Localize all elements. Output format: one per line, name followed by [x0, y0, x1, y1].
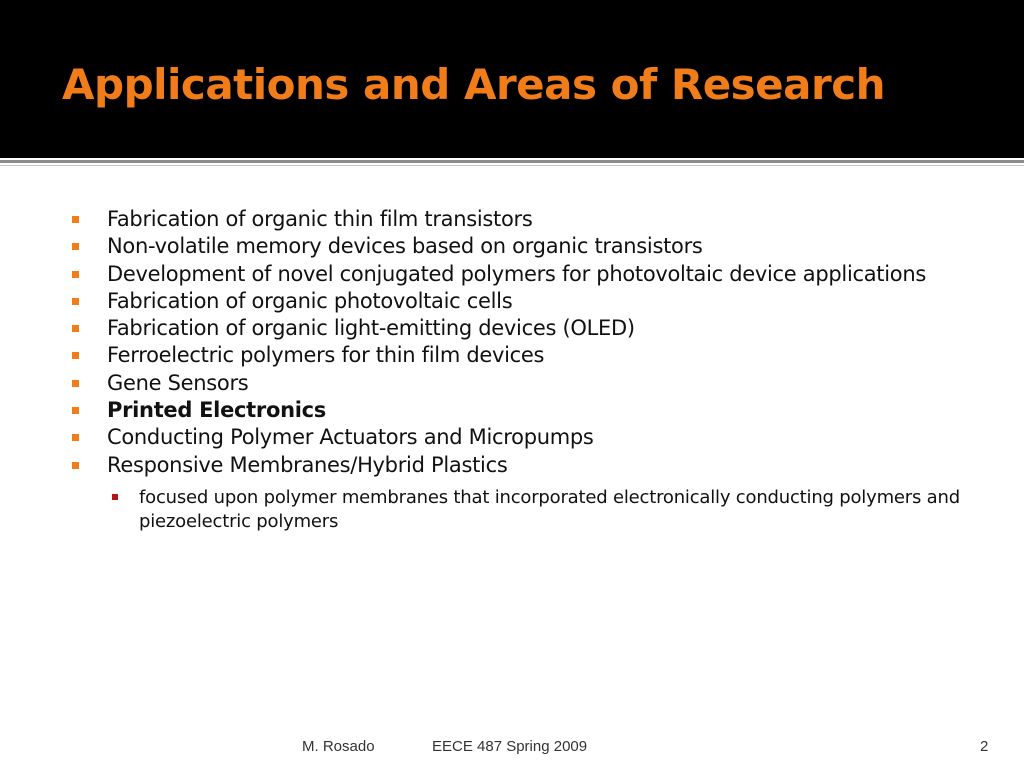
square-bullet-icon: [72, 325, 79, 332]
bullet-text: Development of novel conjugated polymers for photovoltaic device applications: [107, 261, 926, 286]
square-bullet-icon: [72, 243, 79, 250]
bullet-item: [72, 288, 972, 315]
bullet-item: [72, 424, 972, 451]
bullet-item: [72, 261, 972, 288]
bullet-text: Printed Electronics: [107, 398, 326, 423]
bullet-item: [72, 206, 972, 233]
small-square-bullet-icon: [112, 494, 118, 500]
title-divider: [0, 160, 1024, 163]
bullet-item: [72, 370, 972, 397]
bullet-text: Responsive Membranes/Hybrid Plastics: [107, 452, 508, 477]
bullet-text: Fabrication of organic thin film transistors: [107, 207, 533, 231]
bullet-list: [72, 206, 972, 534]
sub-bullet-item: [72, 486, 972, 534]
bullet-text: Non-volatile memory devices based on organic transistors: [107, 234, 703, 259]
bullet-item-highlighted: [72, 397, 972, 424]
sub-bullet-text: focused upon polymer membranes that incorporated electronically conducting polymers and piezoelectric polymers: [139, 486, 960, 532]
square-bullet-icon: [72, 271, 79, 278]
slide-title: Applications and Areas of Research: [62, 60, 886, 109]
page-number: 2: [980, 738, 989, 755]
bullet-item: [72, 233, 972, 260]
title-divider-thin: [0, 165, 1024, 166]
footer-author: M. Rosado: [302, 738, 375, 755]
bullet-text: Conducting Polymer Actuators and Micropumps: [107, 425, 594, 450]
square-bullet-icon: [72, 407, 79, 414]
square-bullet-icon: [72, 380, 79, 387]
bullet-item: [72, 342, 972, 369]
bullet-text: Gene Sensors: [107, 370, 249, 395]
title-bar: [0, 0, 1024, 158]
square-bullet-icon: [72, 434, 79, 441]
bullet-text: Fabrication of organic photovoltaic cells: [107, 288, 513, 313]
square-bullet-icon: [72, 352, 79, 359]
square-bullet-icon: [72, 298, 79, 305]
square-bullet-icon: [72, 216, 79, 223]
bullet-item: [72, 452, 972, 479]
bullet-text: Ferroelectric polymers for thin film devices: [107, 343, 545, 368]
bullet-item: [72, 315, 972, 342]
bullet-text: Fabrication of organic light-emitting devices (OLED): [107, 316, 635, 341]
footer-course: EECE 487 Spring 2009: [432, 738, 588, 755]
square-bullet-icon: [72, 462, 79, 469]
